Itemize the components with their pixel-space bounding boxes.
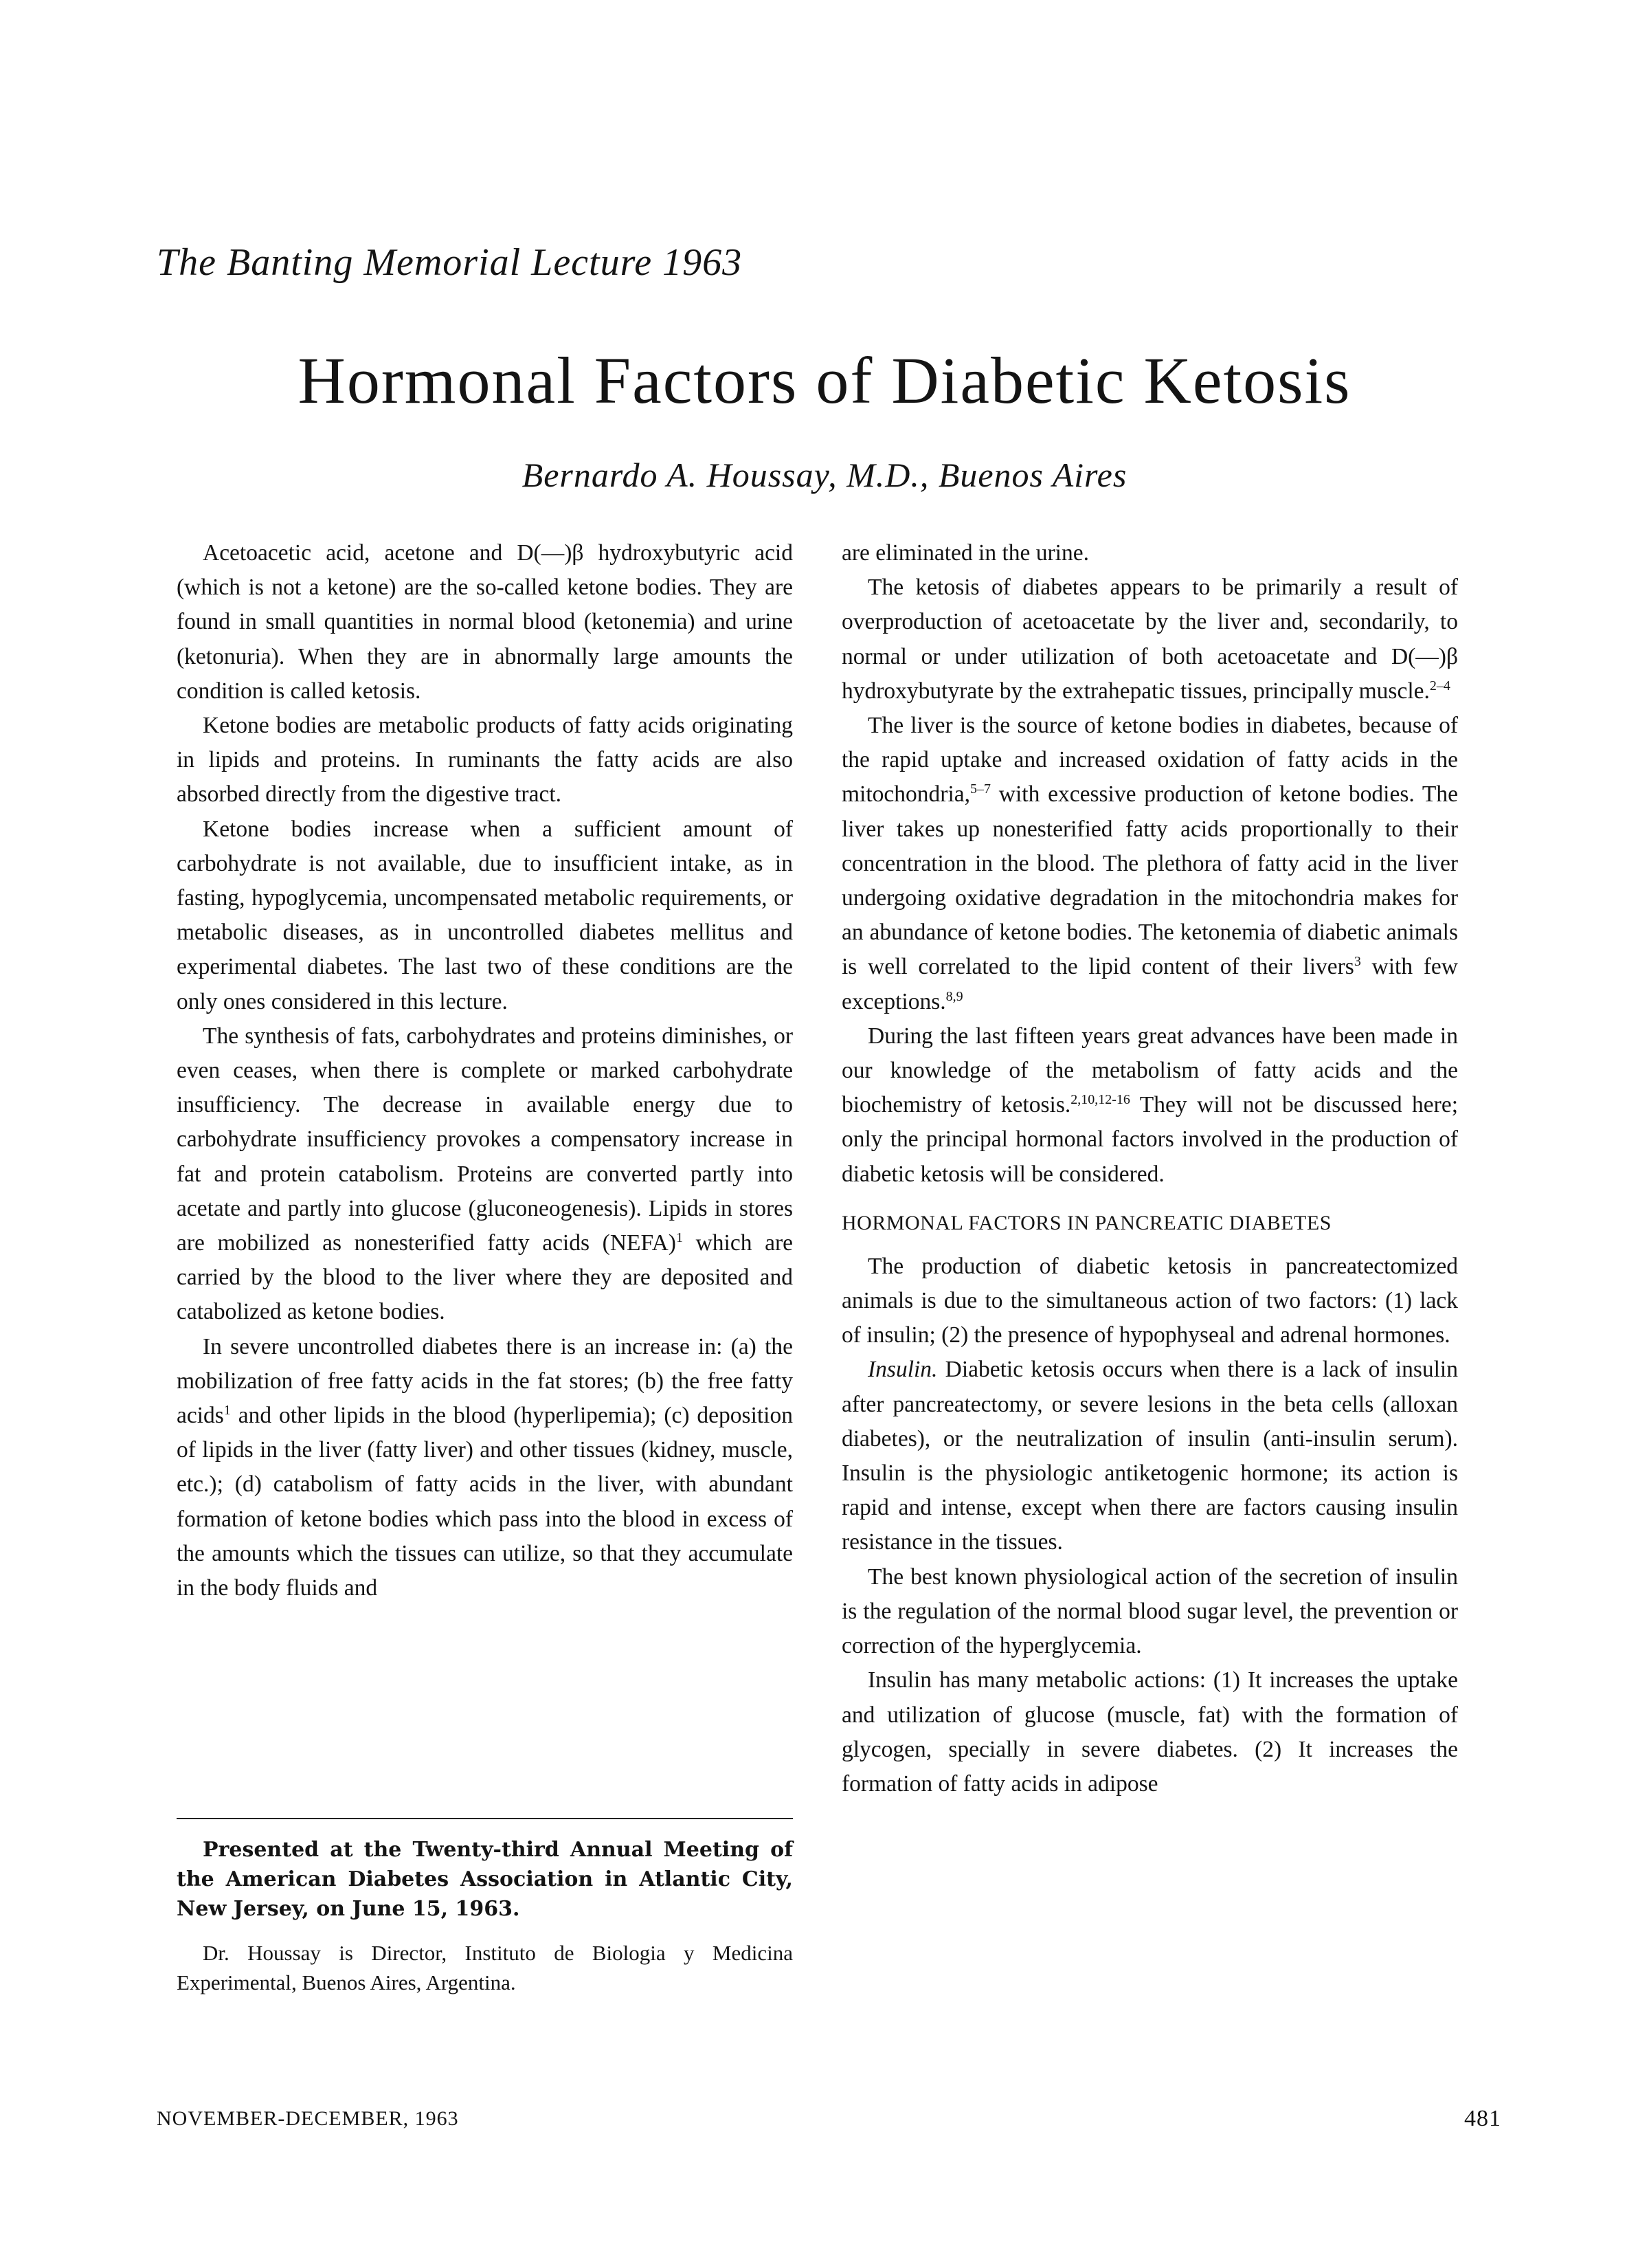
subsection-lead: Insulin.: [868, 1357, 938, 1383]
series-title: The Banting Memorial Lecture 1963: [157, 241, 743, 284]
paragraph-text: The ketosis of diabetes appears to be primarily a result of overproduction of acetoacetate by the liver and, secondarily, to normal or under utilization of both acetoacetate and D(—)β hydroxybutyrate by the extrahepatic tissues, principally muscle.: [842, 575, 1458, 704]
paragraph-text: with excessive production of ketone bodies. The liver takes up nonesterified fatty acids proportionally to their concentration in the blood. The plethora of fatty acid in the liver undergoing oxidative degradation in the mitochondria makes for an abundance of ketone bodies. The ketonemia of diabetic animals is well correlated to the lipid content of their livers: [842, 781, 1458, 980]
left-column: [177, 536, 793, 1605]
reference-marker: 3: [1354, 954, 1361, 970]
paragraph: [842, 1019, 1458, 1192]
paragraph-text: which are carried by the blood to the liver where they are deposited and catabolized as ketone bodies.: [177, 1230, 793, 1325]
reference-marker: 1: [223, 1402, 231, 1418]
paragraph: Insulin has many metabolic actions: (1) It increases the uptake and utilization of glucose (muscle, fat) with the formation of glycogen, specially in severe diabetes. (2) It increases the formation of fatty acids in adipose: [842, 1667, 1458, 1797]
paragraph: [842, 1353, 1458, 1559]
reference-marker: 8,9: [945, 988, 963, 1004]
paragraph: Ketone bodies are metabolic products of fatty acids originating in lipids and proteins. In ruminants the fatty acids are also absorbed directly from the digestive tract.: [177, 713, 793, 808]
paragraph: [842, 709, 1458, 1019]
article-title: Hormonal Factors of Diabetic Ketosis: [298, 344, 1351, 417]
footnote-divider: [177, 1818, 793, 1819]
paragraph-text: During the last fifteen years great advances have been made in our knowledge of the metabolism of fatty acids and the biochemistry of ketosis.: [842, 1023, 1458, 1118]
reference-marker: 2–4: [1429, 678, 1450, 693]
section-heading: HORMONAL FACTORS IN PANCREATIC DIABETES: [842, 1211, 1332, 1234]
paragraph: [842, 570, 1458, 709]
paragraph: The best known physiological action of the secretion of insulin is the regulation of the normal blood sugar level, the prevention or correction of the hyperglycemia.: [842, 1564, 1458, 1659]
author-byline: Bernardo A. Houssay, M.D., Buenos Aires: [521, 456, 1128, 494]
reference-marker: 2,10,12-16: [1070, 1092, 1130, 1108]
paragraph: Ketone bodies increase when a sufficient amount of carbohydrate is not available, due to insufficient intake, as in fasting, hypoglycemia, uncompensated metabolic requirements, or metabolic diseases, as in uncontrolled diabetes mellitus and experimental diabetes. The last two of these conditions are the only ones considered in this lecture.: [177, 816, 793, 1014]
paragraph-text: and other lipids in the blood (hyperlipemia); (c) deposition of lipids in the liver (fatty liver) and other tissues (kidney, muscle, etc.); (d) catabolism of fatty acids in the liver, with abundant formation of ketone bodies which pass into the blood in excess of the amounts which the tissues can utilize, so that they accumulate in the body fluids and: [177, 1403, 793, 1601]
reference-marker: 5–7: [970, 781, 991, 797]
paragraph-text: In severe uncontrolled diabetes there is an increase in: (a) the mobilization of free fatty acids in the fat stores; (b) the free fatty acids: [177, 1333, 793, 1429]
paragraph: [177, 1330, 793, 1606]
paragraph-continuation: are eliminated in the urine.: [842, 540, 1089, 566]
footnote-affiliation: Dr. Houssay is Director, Instituto de Biologia y Medicina Experimental, Buenos Aires, Argentina.: [177, 1941, 793, 1994]
paragraph: Acetoacetic acid, acetone and D(—)β hydroxybutyric acid (which is not a ketone) are the so-called ketone bodies. They are found in small quantities in normal blood (ketonemia) and urine (ketonuria). When they are in abnormally large amounts the condition is called ketosis.: [177, 540, 793, 704]
footnote-presented: Presented at the Twenty-third Annual Meeting of the American Diabetes Association in Atlantic City, New Jersey, on June 15, 1963.: [177, 1838, 793, 1921]
right-column: [842, 536, 1458, 1801]
issue-date: NOVEMBER-DECEMBER, 1963: [157, 2107, 459, 2130]
page-number: 481: [1464, 2106, 1501, 2131]
reference-marker: 1: [675, 1230, 683, 1245]
paragraph: The production of diabetic ketosis in pancreatectomized animals is due to the simultaneous action of two factors: (1) lack of insulin; (2) the presence of hypophyseal and adrenal hormones.: [842, 1253, 1458, 1348]
paragraph-text: They will not be discussed here; only the principal hormonal factors involved in the production of diabetic ketosis will be considered.: [842, 1092, 1459, 1187]
paragraph: [177, 1019, 793, 1330]
paragraph-text: with few exceptions.: [842, 954, 1458, 1014]
paragraph-text: Diabetic ketosis occurs when there is a lack of insulin after pancreatectomy, or severe lesions in the beta cells (alloxan diabetes), or the neutralization of insulin (anti-insulin serum). Insulin is the physiologic antiketogenic hormone; its action is rapid and intense, except when there are factors causing insulin resistance in the tissues.: [842, 1357, 1458, 1555]
paragraph-text: The synthesis of fats, carbohydrates and proteins diminishes, or even ceases, when there is complete or marked carbohydrate insufficiency. The decrease in available energy due to carbohydrate insufficiency provokes a compensatory increase in fat and protein catabolism. Proteins are converted partly into acetate and partly into glucose (gluconeogenesis). Lipids in stores are mobilized as nonesterified fatty acids (NEFA): [177, 1023, 793, 1256]
paragraph-text: The liver is the source of ketone bodies in diabetes, because of the rapid uptake and increased oxidation of fatty acids in the mitochondria,: [842, 713, 1458, 808]
